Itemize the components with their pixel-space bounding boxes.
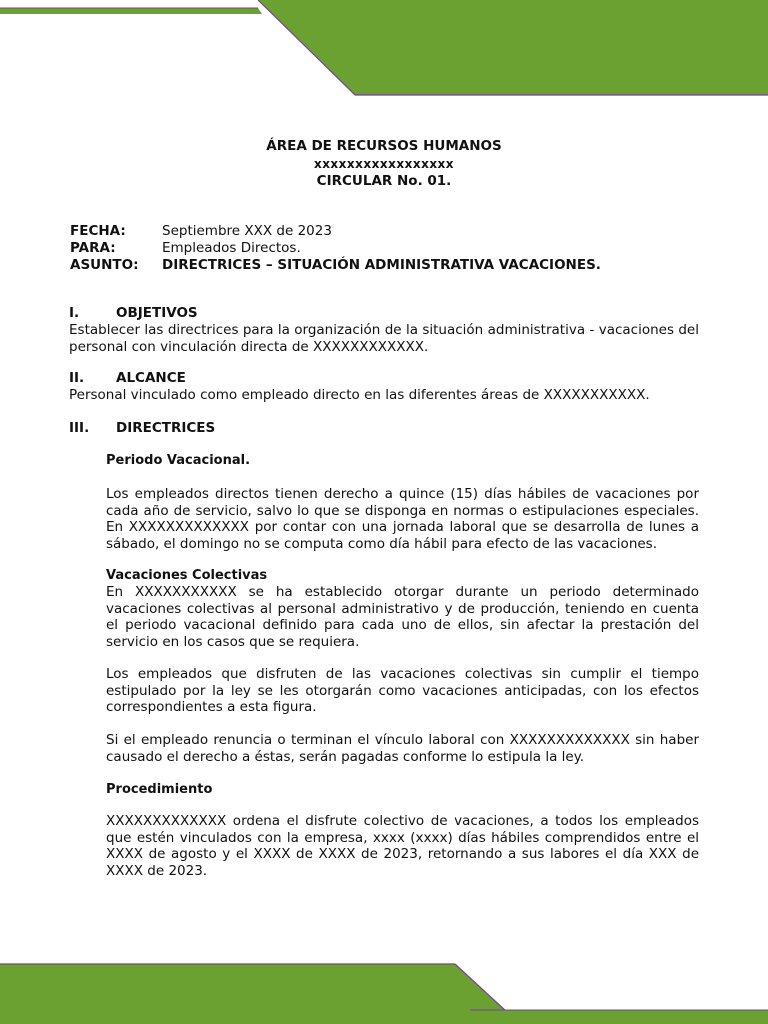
- vacaciones-colectivas-text-1: En XXXXXXXXXXX se ha establecido otorgar durante un periodo determinado vacaciones colectivas al personal administrativo y de producción, teniendo en cuenta el periodo vacacional definido para cada uno de ellos, sin afectar la prestación del servicio en los casos que se requiera.: [106, 584, 699, 650]
- periodo-vacacional-text: Los empleados directos tienen derecho a quince (15) días hábiles de vacaciones por cada año de servicio, salvo lo que se disponga en normas o estipulaciones especiales. En XXXXXXXXXXXXX por contar con una jornada laboral que se desarrolla de lunes a sábado, el domingo no se computa como día hábil para efecto de las vacaciones.: [106, 486, 699, 552]
- company-placeholder: xxxxxxxxxxxxxxxxx: [313, 157, 455, 171]
- section-title: DIRECTRICES: [116, 420, 216, 436]
- para-value: Empleados Directos.: [162, 240, 301, 256]
- department-title: ÁREA DE RECURSOS HUMANOS: [266, 138, 502, 154]
- vacaciones-colectivas-text-2: Los empleados que disfruten de las vacaciones colectivas sin cumplir el tiempo estipulado por la ley se les otorgarán como vacaciones anticipadas, con los efectos correspondientes a esta figura.: [106, 666, 699, 715]
- procedimiento-title: Procedimiento: [106, 782, 213, 797]
- objetivos-text: Establecer las directrices para la organización de la situación administrativa - vacaciones del personal con vinculación directa de XXXXXXXXXXXX.: [69, 322, 699, 355]
- section-title: OBJETIVOS: [116, 305, 198, 321]
- asunto-label: ASUNTO:: [70, 257, 139, 273]
- section-title: ALCANCE: [116, 370, 186, 386]
- alcance-text: Personal vinculado como empleado directo en las diferentes áreas de XXXXXXXXXXX.: [69, 387, 650, 403]
- footer-decoration: [0, 958, 768, 1024]
- para-label: PARA:: [70, 240, 116, 256]
- section-number: II.: [69, 370, 85, 386]
- vacaciones-colectivas-text-3: Si el empleado renuncia o terminan el vínculo laboral con XXXXXXXXXXXXX sin haber causado el derecho a éstas, serán pagadas conforme lo estipula la ley.: [106, 732, 699, 765]
- header-decoration: [0, 0, 768, 100]
- footer-green-right: [470, 1010, 768, 1024]
- header-green-strip: [0, 8, 262, 14]
- section-number: III.: [69, 420, 90, 436]
- asunto-value: DIRECTRICES – SITUACIÓN ADMINISTRATIVA VACACIONES.: [162, 257, 601, 273]
- fecha-value: Septiembre XXX de 2023: [162, 223, 332, 239]
- header-green-wedge: [258, 0, 768, 95]
- procedimiento-text: XXXXXXXXXXXXX ordena el disfrute colectivo de vacaciones, a todos los empleados que estén vinculados con la empresa, xxxx (xxxx) días hábiles comprendidos entre el XXXX de agosto y el XXXX de XXXX de 2023, retornando a sus labores el día XXX de XXXX de 2023.: [106, 813, 699, 879]
- footer-green-left: [0, 964, 520, 1024]
- periodo-vacacional-title: Periodo Vacacional.: [106, 453, 251, 468]
- vacaciones-colectivas-title: Vacaciones Colectivas: [106, 568, 268, 583]
- circular-number: CIRCULAR No. 01.: [316, 173, 452, 189]
- fecha-label: FECHA:: [70, 223, 126, 239]
- section-number: I.: [69, 305, 80, 321]
